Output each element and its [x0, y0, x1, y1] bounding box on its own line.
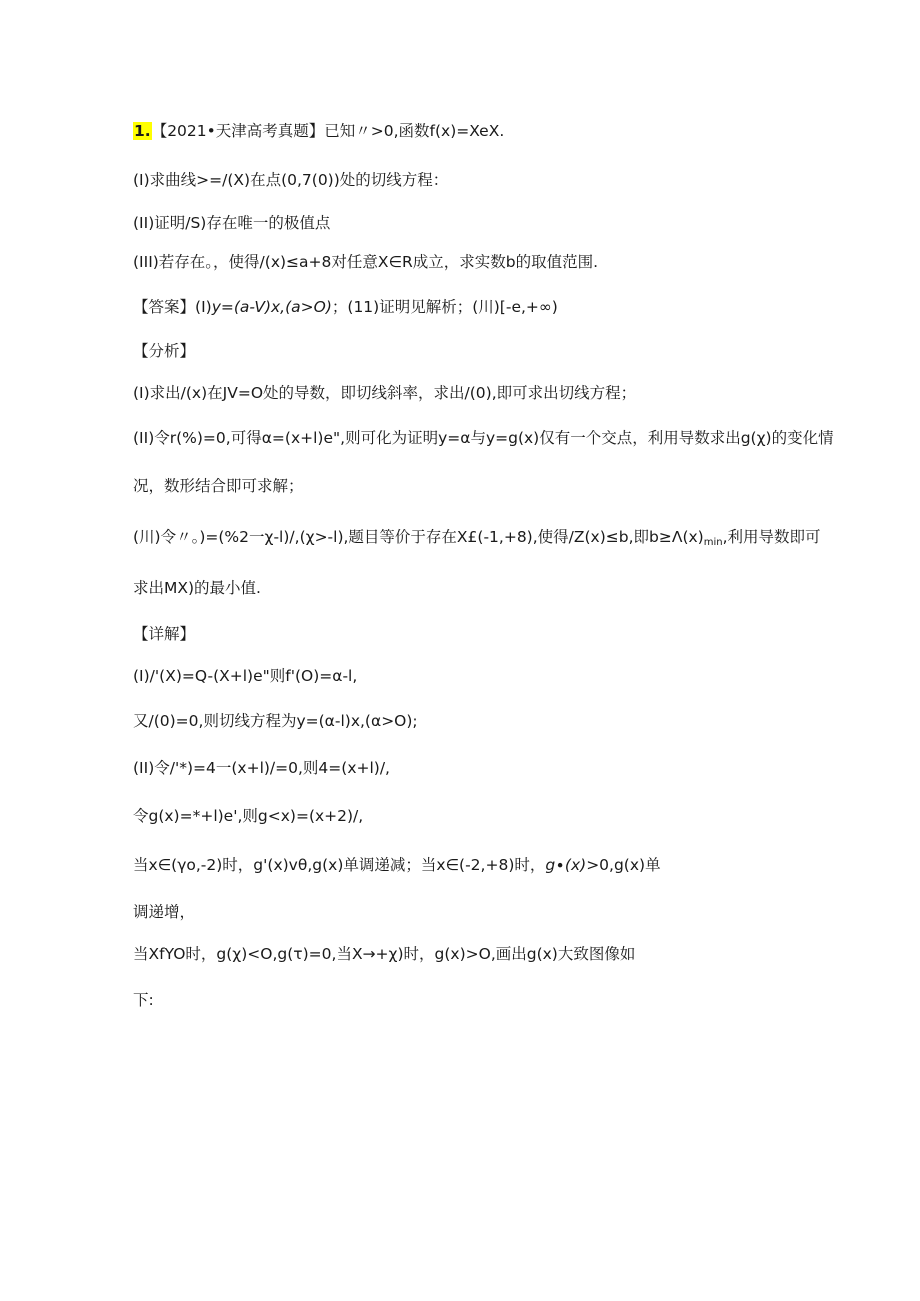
- answer-part-c: ；(11)证明见解析；(川)[-e,+∞): [331, 298, 558, 316]
- analysis-line-2: (II)令r(%)=0,可得α=(x+l)e",则可化为证明y=α与y=g(x)仅有一个交点，利用导数求出g(χ)的变化情: [133, 429, 834, 447]
- detail-line-7: 当XfYO时，g(χ)<O,g(τ)=0,当X→+χ)时，g(x)>O,画出g(x)大致图像如: [133, 945, 636, 963]
- detail-line-4: 令g(x)=*+l)e',则g<x)=(x+2)/,: [133, 807, 364, 825]
- analysis-line-4: [133, 527, 821, 553]
- analysis-label: 【分析】: [133, 342, 196, 360]
- question-part-3: (III)若存在。，使得/(x)≤a+8对任意X∈R成立，求实数b的取值范围.: [133, 253, 599, 271]
- min-subscript: min: [703, 537, 723, 548]
- detail-line-5: [133, 855, 661, 875]
- detail-line-5-c: >0,g(x)单: [586, 856, 661, 874]
- detail-line-8: 下:: [133, 991, 154, 1009]
- answer-line: [133, 297, 558, 317]
- detail-line-6: 调递增，: [133, 903, 196, 921]
- question-header-text: 【2021•天津高考真题】已知〃>0,函数f(x)=XeX.: [151, 122, 505, 140]
- analysis-line-3: 况，数形结合即可求解；: [133, 477, 304, 495]
- question-part-2: (II)证明/S)存在唯一的极值点: [133, 214, 331, 232]
- analysis-line-1: (I)求出/(x)在JV=O处的导数，即切线斜率，求出/(0),即可求出切线方程；: [133, 384, 637, 402]
- analysis-line-4-main: (川)令〃。)=(%2一χ-l)∕,(χ>-l),题目等价于存在X£(-1,+8),使得/Z(x)≤b,即b≥Λ(x): [133, 528, 704, 546]
- answer-part-a: (I): [195, 298, 212, 316]
- detail-label: 【详解】: [133, 625, 196, 643]
- question-part-1: (I)求曲线>=/(X)在点(0,7(0))处的切线方程：: [133, 171, 449, 189]
- detail-line-5-a: 当x∈(γo,-2)时，g'(x)vθ,g(x)单调递减；当x∈(-2,+8)时，: [133, 856, 546, 874]
- detail-line-2: 又/(0)=0,则切线方程为y=(α-l)x,(α>O);: [133, 712, 418, 730]
- detail-line-3: (II)令/'*)=4一(x+l)∕=0,则4=(x+l)/,: [133, 759, 390, 777]
- question-number: 1.: [134, 122, 151, 140]
- analysis-line-5: 求出MX)的最小值.: [133, 579, 261, 597]
- question-header: [133, 121, 504, 141]
- detail-line-1: (I)/'(X)=Q-(X+l)e"则f'(O)=α-l,: [133, 667, 358, 685]
- detail-line-5-b: g∙(x): [545, 856, 587, 874]
- answer-label: 【答案】: [133, 298, 196, 316]
- analysis-line-4-tail: ,利用导数即可: [722, 528, 821, 546]
- answer-part-b: y=(a-V)x,(a>O): [211, 298, 332, 316]
